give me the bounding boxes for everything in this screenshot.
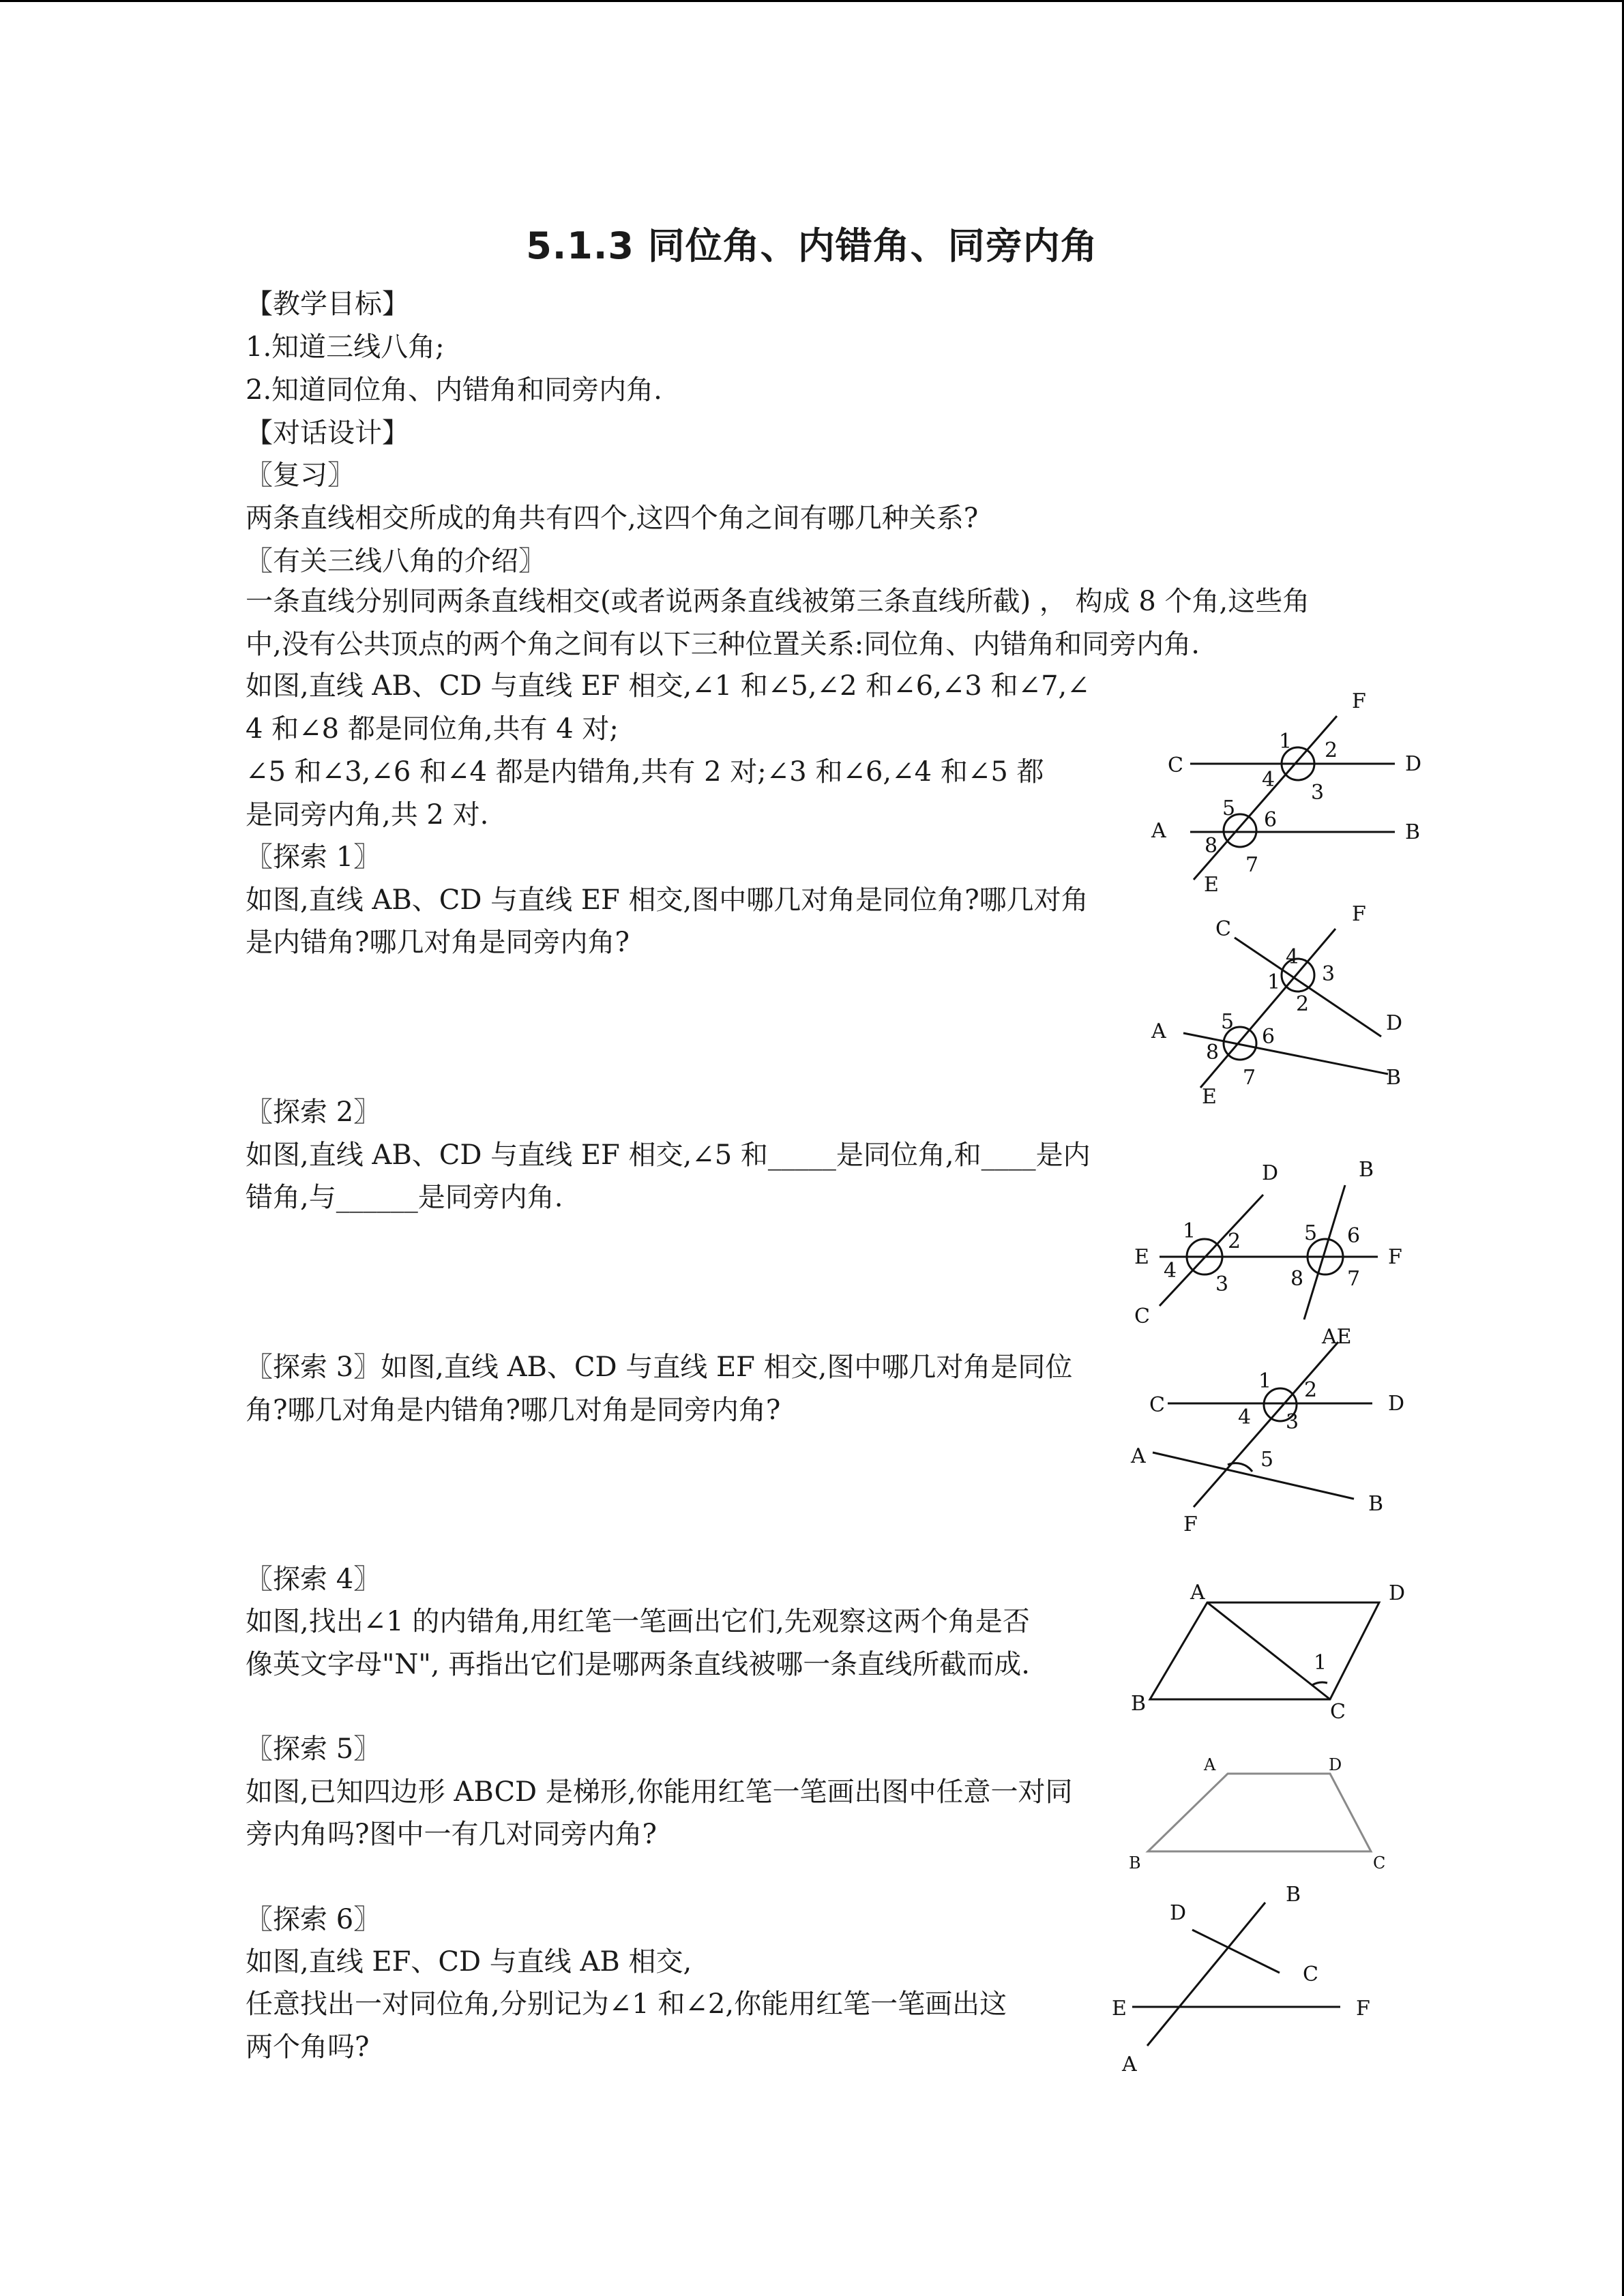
angle-number: 2: [1325, 739, 1338, 762]
label-d: D: [1386, 1011, 1403, 1035]
explore1-line: 如图,直线 AB、CD 与直线 EF 相交,图中哪几对角是同位角?哪几对角: [246, 884, 1089, 916]
goal-item-1: 1.知道三线八角;: [246, 331, 445, 363]
label-c: C: [1134, 1304, 1150, 1328]
label-ae: AE: [1322, 1325, 1352, 1349]
figure-explore-6: [1105, 1882, 1419, 2080]
intro-line: 一条直线分别同两条直线相交(或者说两条直线被第三条直线所截) ， 构成 8 个角,这些角: [246, 586, 1310, 617]
goals-heading: 【教学目标】: [246, 288, 409, 320]
line-ab: [1304, 1185, 1345, 1320]
label-a: A: [1204, 1755, 1216, 1774]
angle-arc: [1312, 1682, 1327, 1685]
angle-number: 6: [1264, 808, 1278, 832]
label-c: C: [1215, 917, 1231, 941]
label-b: B: [1286, 1883, 1301, 1907]
label-d: D: [1329, 1755, 1342, 1774]
label-a: A: [1122, 2053, 1137, 2076]
angle-number: 3: [1286, 1410, 1299, 1434]
angle-number: 3: [1311, 781, 1325, 805]
angle-number: 7: [1347, 1267, 1361, 1291]
dialogue-heading: 【对话设计】: [246, 417, 409, 449]
explore5-line: 如图,已知四边形 ABCD 是梯形,你能用红笔一笔画出图中任意一对同: [246, 1776, 1073, 1808]
label-b: B: [1405, 820, 1421, 844]
line-cd: [1192, 1930, 1280, 1973]
angle-number: 1: [1258, 1369, 1272, 1393]
figure-explore-3: [1132, 1320, 1460, 1534]
angle-number: 5: [1221, 1010, 1235, 1034]
angle-number: 5: [1222, 796, 1236, 820]
angle-number: 7: [1245, 853, 1259, 877]
angle-number: 6: [1262, 1025, 1275, 1049]
label-c: C: [1303, 1963, 1318, 1986]
angle-number: 2: [1304, 1378, 1318, 1402]
label-a: A: [1151, 1019, 1166, 1043]
diagonal-ac: [1207, 1602, 1330, 1699]
explore6-line: 如图,直线 EF、CD 与直线 AB 相交,: [246, 1946, 692, 1978]
page-title: 5.1.3 同位角、内错角、同旁内角: [526, 224, 1098, 267]
angle-number: 1: [1267, 970, 1281, 994]
intro-line: 如图,直线 AB、CD 与直线 EF 相交,∠1 和∠5,∠2 和∠6,∠3 和∠7,∠: [246, 670, 1090, 702]
explore4-line: 如图,找出∠1 的内错角,用红笔一笔画出它们,先观察这两个角是否: [246, 1606, 1030, 1637]
angle-number: 8: [1290, 1267, 1304, 1291]
explore4-line: 像英文字母"N", 再指出它们是哪两条直线被哪一条直线所截而成.: [246, 1649, 1030, 1680]
figure-explore-4: [1119, 1568, 1446, 1732]
label-e: E: [1112, 1997, 1127, 2021]
angle-number: 5: [1260, 1448, 1274, 1472]
explore1-heading: 〖探索 1〗: [246, 841, 381, 873]
label-f: F: [1388, 1245, 1402, 1269]
label-c: C: [1373, 1853, 1386, 1873]
figure-explore-5: [1119, 1742, 1391, 1879]
label-a: A: [1151, 819, 1166, 843]
label-d: D: [1405, 752, 1422, 776]
angle-number: 4: [1262, 768, 1275, 792]
angle-number: 3: [1322, 962, 1335, 986]
goal-item-2: 2.知道同位角、内错角和同旁内角.: [246, 374, 662, 406]
label-b: B: [1129, 1853, 1141, 1873]
line-ef: [1194, 1342, 1338, 1507]
intro-line: 4 和∠8 都是同位角,共有 4 对;: [246, 713, 619, 745]
figure-explore-1: [1146, 900, 1460, 1112]
intro-line: 是同旁内角,共 2 对.: [246, 799, 489, 831]
figure-three-lines-eight-angles: [1146, 682, 1460, 907]
label-a: A: [1190, 1581, 1205, 1605]
parallelogram-abcd: [1150, 1602, 1379, 1699]
explore6-line: 两个角吗?: [246, 2031, 370, 2063]
line-ab: [1153, 1452, 1354, 1499]
label-f: F: [1352, 689, 1366, 713]
explore2-line: 如图,直线 AB、CD 与直线 EF 相交,∠5 和_____是同位角,和____是内: [246, 1139, 1091, 1171]
angle-number: 4: [1238, 1405, 1252, 1429]
label-f: F: [1352, 902, 1366, 926]
label-b: B: [1368, 1492, 1384, 1516]
review-text: 两条直线相交所成的角共有四个,这四个角之间有哪几种关系?: [246, 503, 979, 534]
angle-number: 4: [1286, 945, 1299, 969]
review-heading: 〖复习〗: [246, 460, 355, 491]
label-e: E: [1134, 1245, 1149, 1269]
label-b: B: [1131, 1692, 1147, 1716]
explore5-line: 旁内角吗?图中一有几对同旁内角?: [246, 1819, 657, 1850]
angle-number: 6: [1347, 1224, 1361, 1248]
explore3-line: 〖探索 3〗如图,直线 AB、CD 与直线 EF 相交,图中哪几对角是同位: [246, 1352, 1073, 1383]
label-e: E: [1204, 873, 1219, 897]
angle-number: 8: [1206, 1041, 1220, 1064]
label-b: B: [1359, 1158, 1374, 1182]
angle-number: 3: [1215, 1272, 1229, 1296]
label-c: C: [1330, 1700, 1346, 1724]
label-b: B: [1386, 1066, 1402, 1090]
label-c: C: [1168, 754, 1183, 777]
label-f: F: [1183, 1512, 1198, 1536]
label-d: D: [1262, 1161, 1279, 1185]
angle-number: 7: [1243, 1066, 1256, 1090]
angle-number: 5: [1304, 1221, 1318, 1245]
trapezoid-abcd: [1148, 1774, 1371, 1851]
angle-number: 8: [1205, 834, 1218, 858]
explore4-heading: 〖探索 4〗: [246, 1564, 381, 1595]
intro-line: ∠5 和∠3,∠6 和∠4 都是内错角,共有 2 对;∠3 和∠6,∠4 和∠5 都: [246, 756, 1044, 788]
label-a: A: [1131, 1444, 1146, 1468]
explore1-line: 是内错角?哪几对角是同旁内角?: [246, 927, 630, 958]
angle-number: 1: [1183, 1219, 1196, 1243]
label-d: D: [1389, 1581, 1406, 1605]
intro-line: 中,没有公共顶点的两个角之间有以下三种位置关系:同位角、内错角和同旁内角.: [246, 629, 1200, 660]
angle-number: 1: [1314, 1651, 1327, 1675]
label-d: D: [1388, 1392, 1405, 1416]
angle-number: 2: [1228, 1229, 1241, 1253]
intro-heading: 〖有关三线八角的介绍〗: [246, 546, 546, 577]
label-f: F: [1356, 1997, 1370, 2021]
explore2-line: 错角,与______是同旁内角.: [246, 1182, 563, 1213]
line-ab: [1147, 1903, 1265, 2046]
explore5-heading: 〖探索 5〗: [246, 1733, 381, 1765]
page-border-top: [0, 0, 1624, 2]
angle-number: 2: [1296, 992, 1310, 1016]
explore3-line: 角?哪几对角是内错角?哪几对角是同旁内角?: [246, 1395, 781, 1426]
label-d: D: [1170, 1901, 1187, 1925]
figure-explore-2: [1132, 1152, 1460, 1337]
explore6-line: 任意找出一对同位角,分别记为∠1 和∠2,你能用红笔一笔画出这: [246, 1988, 1007, 2020]
angle-number: 1: [1279, 730, 1293, 754]
line-cd: [1160, 1195, 1263, 1306]
explore2-heading: 〖探索 2〗: [246, 1097, 381, 1128]
label-c: C: [1149, 1393, 1165, 1417]
line-ef: [1200, 929, 1335, 1088]
angle-number: 4: [1164, 1259, 1177, 1283]
label-e: E: [1202, 1085, 1217, 1109]
explore6-heading: 〖探索 6〗: [246, 1904, 381, 1935]
